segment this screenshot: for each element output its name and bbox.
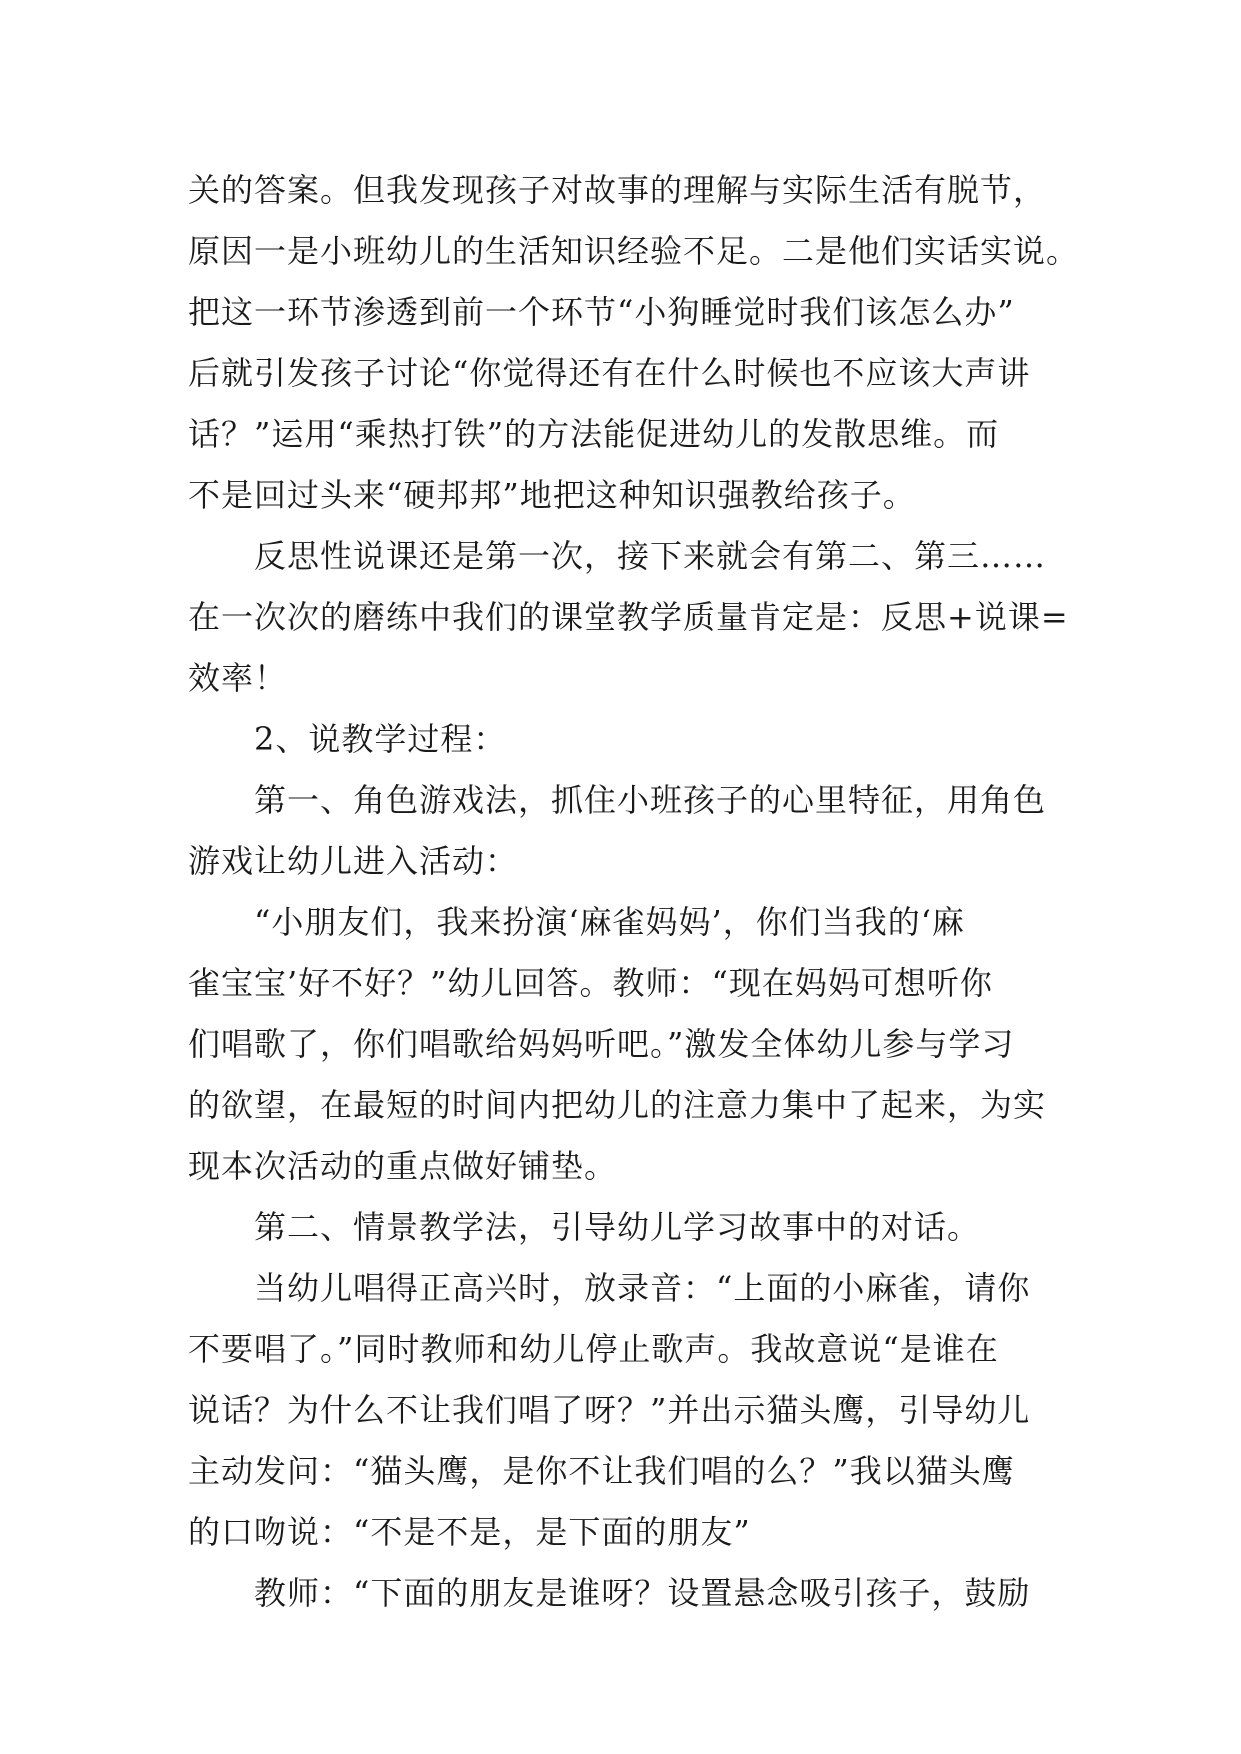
text-line: 游戏让幼儿进入活动：	[188, 842, 519, 880]
text-line: 不是回过头来“硬邦邦”地把这种知识强教给孩子。	[188, 476, 916, 514]
text-line: 说话？为什么不让我们唱了呀？”并出示猫头鹰，引导幼儿	[188, 1391, 1031, 1429]
text-line: 效率！	[188, 659, 288, 697]
text-line: 第一、角色游戏法，抓住小班孩子的心里特征，用角色	[254, 781, 1047, 819]
text-line: 话？”运用“乘热打铁”的方法能促进幼儿的发散思维。而	[188, 415, 1000, 453]
text-line: 把这一环节渗透到前一个环节“小狗睡觉时我们该怎么办”	[188, 293, 1015, 331]
document-body	[188, 160, 1080, 1624]
text-line: 关的答案。但我发现孩子对故事的理解与实际生活有脱节，	[188, 171, 1047, 209]
text-line: 主动发问：“猫头鹰，是你不让我们唱的么？”我以猫头鹰	[188, 1452, 1015, 1490]
text-line: 第二、情景教学法，引导幼儿学习故事中的对话。	[254, 1208, 981, 1246]
text-line: 在一次次的磨练中我们的课堂教学质量肯定是：反思+说课=	[188, 598, 1069, 636]
text-line: 当幼儿唱得正高兴时，放录音：“上面的小麻雀，请你	[254, 1269, 1031, 1307]
text-line: 不要唱了。”同时教师和幼儿停止歌声。我故意说“是谁在	[188, 1330, 999, 1368]
text-line: 后就引发孩子讨论“你觉得还有在什么时候也不应该大声讲	[188, 354, 1031, 392]
section-heading: 2、说教学过程：	[254, 720, 507, 758]
text-line: 现本次活动的重点做好铺垫。	[188, 1147, 618, 1185]
text-line: 雀宝宝’好不好？”幼儿回答。教师：“现在妈妈可想听你	[188, 964, 993, 1002]
text-line: 的欲望，在最短的时间内把幼儿的注意力集中了起来，为实	[188, 1086, 1047, 1124]
text-line: “小朋友们，我来扮演‘麻雀妈妈’，你们当我的‘麻	[254, 903, 965, 941]
text-line: 原因一是小班幼儿的生活知识经验不足。二是他们实话实说。	[188, 232, 1080, 270]
text-line: 们唱歌了，你们唱歌给妈妈听吧。”激发全体幼儿参与学习	[188, 1025, 1015, 1063]
text-line: 的口吻说：“不是不是，是下面的朋友”	[188, 1513, 751, 1551]
text-line: 教师：“下面的朋友是谁呀？设置悬念吸引孩子，鼓励	[254, 1574, 1031, 1612]
text-line: 反思性说课还是第一次，接下来就会有第二、第三……	[254, 537, 1047, 575]
